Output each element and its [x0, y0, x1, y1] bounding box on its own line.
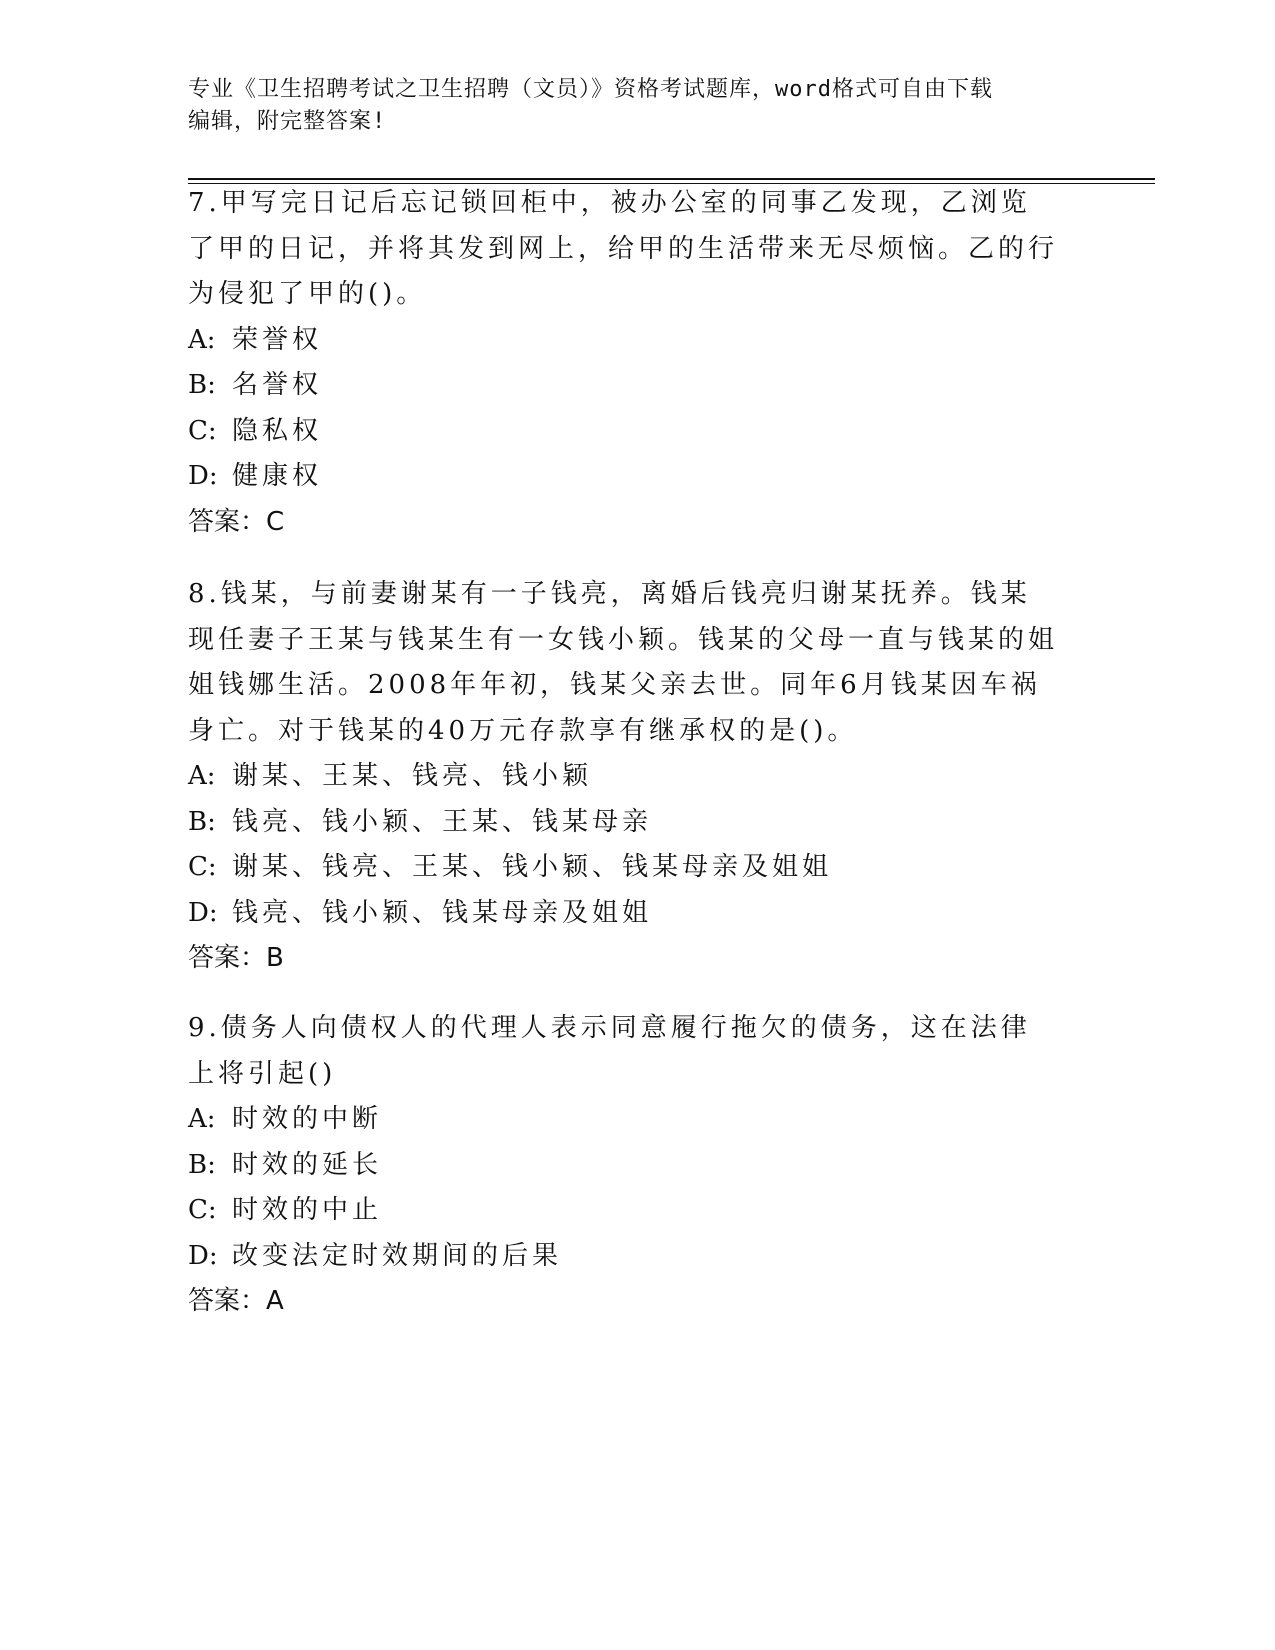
option-letter: A:	[188, 761, 216, 791]
question-stem: 8.钱某，与前妻谢某有一子钱亮，离婚后钱亮归谢某抚养。钱某现任妻子王某与钱某生有一女钱小颖。钱某的父母一直与钱某的姐姐钱娜生活。2008年年初，钱某父亲去世。同年6月钱某因车祸身亡。对于钱某的40万元存款享有继承权的是()。	[188, 579, 1059, 746]
answer-line	[188, 1279, 1058, 1325]
option-letter: D:	[188, 897, 218, 928]
header-line-2: 编辑，附完整答案!	[188, 109, 387, 134]
option-a	[188, 1097, 1058, 1143]
answer-value: B	[266, 943, 285, 973]
option-text: 谢某、钱亮、王某、钱小颖、钱某母亲及姐姐	[232, 852, 833, 882]
option-text: 时效的中断	[232, 1104, 383, 1134]
answer-line	[188, 500, 1058, 546]
option-c	[188, 409, 1058, 455]
option-text: 健康权	[232, 461, 323, 491]
option-letter: C:	[188, 1195, 217, 1225]
answer-line	[188, 936, 1058, 982]
answer-label: 答案：	[188, 506, 267, 537]
option-text: 谢某、王某、钱亮、钱小颖	[232, 761, 593, 791]
question-8	[188, 572, 1058, 982]
option-a	[188, 318, 1058, 364]
option-c	[188, 1188, 1058, 1234]
answer-value: A	[266, 1286, 285, 1316]
question-stem: 9.债务人向债权人的代理人表示同意履行拖欠的债务，这在法律上将引起()	[188, 1013, 1031, 1089]
option-text: 隐私权	[232, 415, 323, 446]
option-d	[188, 454, 1058, 500]
answer-label: 答案：	[188, 943, 267, 973]
option-text: 改变法定时效期间的后果	[232, 1240, 563, 1271]
option-text: 时效的中止	[232, 1195, 383, 1225]
option-letter: C:	[188, 415, 217, 446]
option-letter: B:	[188, 1149, 216, 1180]
option-letter: B:	[188, 370, 216, 400]
answer-label: 答案：	[188, 1286, 267, 1316]
option-b	[188, 800, 1058, 846]
option-a	[188, 754, 1058, 800]
option-text: 名誉权	[232, 370, 323, 400]
option-letter: C:	[188, 852, 217, 882]
option-letter: D:	[188, 461, 218, 491]
option-text: 钱亮、钱小颖、钱某母亲及姐姐	[232, 897, 653, 928]
option-letter: A:	[188, 1104, 216, 1134]
option-letter: D:	[188, 1240, 218, 1271]
option-c	[188, 845, 1058, 891]
answer-value: C	[266, 506, 286, 537]
page-header	[188, 74, 1088, 138]
header-line-1: 专业《卫生招聘考试之卫生招聘（文员）》资格考试题库，word格式可自由下载	[188, 77, 993, 102]
question-9	[188, 1006, 1058, 1325]
option-d	[188, 1234, 1058, 1280]
option-letter: A:	[188, 324, 216, 355]
option-d	[188, 891, 1058, 937]
option-b	[188, 363, 1058, 409]
question-7	[188, 181, 1058, 545]
option-text: 时效的延长	[232, 1149, 383, 1180]
option-text: 钱亮、钱小颖、王某、钱某母亲	[232, 806, 653, 837]
question-stem: 7.甲写完日记后忘记锁回柜中，被办公室的同事乙发现，乙浏览了甲的日记，并将其发到网上，给甲的生活带来无尽烦恼。乙的行为侵犯了甲的()。	[188, 188, 1059, 309]
option-letter: B:	[188, 806, 216, 837]
option-text: 荣誉权	[232, 324, 323, 355]
option-b	[188, 1143, 1058, 1189]
header-divider-thick	[188, 178, 1155, 180]
